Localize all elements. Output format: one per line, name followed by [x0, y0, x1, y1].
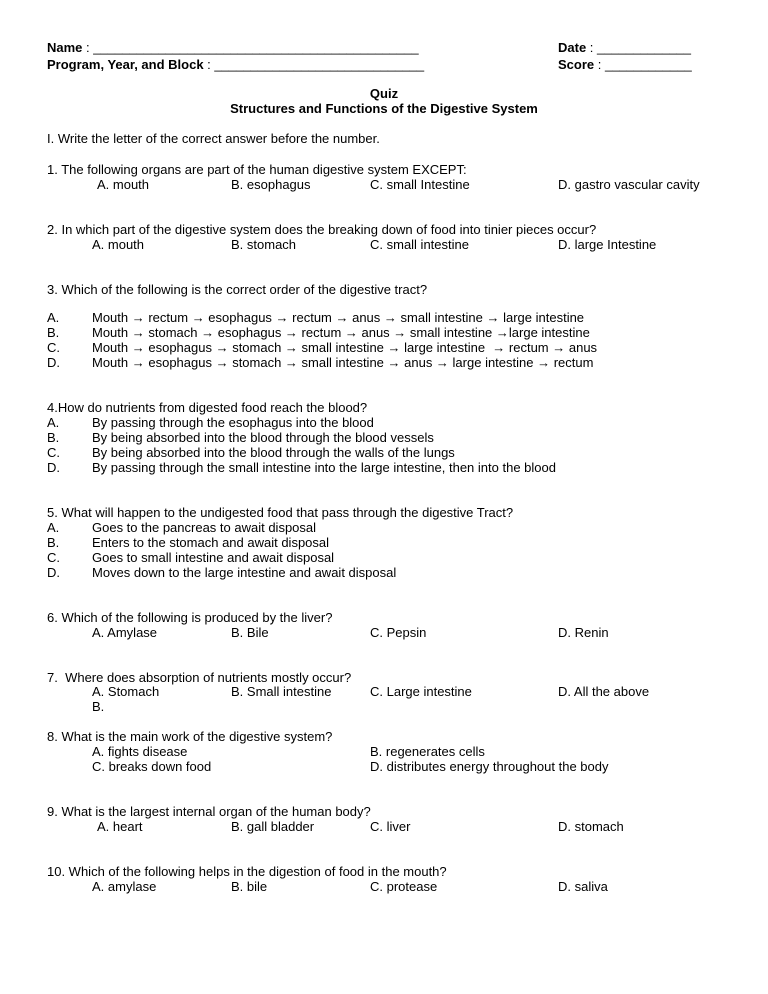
date-field[interactable] — [558, 40, 691, 56]
option: Enters to the stomach and await disposal — [92, 535, 330, 550]
question-5: 5. What will happen to the undigested food that pass through the digestive Tract? — [47, 505, 514, 520]
option-letter: D. — [47, 355, 60, 370]
date-blank: : _____________ — [586, 40, 692, 55]
option: Mouth → esophagus → stomach → small intestine → anus → large intestine → rectum — [92, 355, 594, 370]
option: C. Pepsin — [370, 625, 427, 640]
score-label: Score — [558, 57, 595, 72]
option: D. saliva — [558, 879, 608, 894]
option: C. small Intestine — [370, 177, 470, 192]
quiz-heading: Quiz — [369, 86, 399, 101]
option: Goes to the pancreas to await disposal — [92, 520, 317, 535]
option: B. Small intestine — [231, 684, 332, 699]
option: Mouth → esophagus → stomach → small intestine → large intestine → rectum → anus — [92, 340, 598, 355]
option: C. breaks down food — [92, 759, 212, 774]
question-3: 3. Which of the following is the correct order of the digestive tract? — [47, 282, 428, 297]
option: D. large Intestine — [558, 237, 657, 252]
option: D. gastro vascular cavity — [558, 177, 700, 192]
option: B. Bile — [231, 625, 269, 640]
score-blank: : ____________ — [594, 57, 692, 72]
option: C. liver — [370, 819, 411, 834]
option-letter: C. — [47, 550, 60, 565]
option: B. — [92, 699, 105, 714]
option: A. mouth — [92, 237, 145, 252]
option: Mouth → stomach → esophagus → rectum → anus → small intestine →large intestine — [92, 325, 590, 340]
instruction: I. Write the letter of the correct answer before the number. — [47, 131, 380, 146]
question-4: 4.How do nutrients from digested food reach the blood? — [47, 400, 368, 415]
program-label: Program, Year, and Block — [47, 57, 204, 72]
option: C. small intestine — [370, 237, 469, 252]
name-blank: : _____________________________________________ — [82, 40, 419, 55]
option: A. Amylase — [92, 625, 158, 640]
option: By being absorbed into the blood through the blood vessels — [92, 430, 434, 445]
score-field[interactable] — [558, 57, 692, 73]
option: A. Stomach — [92, 684, 160, 699]
question-7: 7. Where does absorption of nutrients mostly occur? — [47, 670, 352, 685]
option-letter: A. — [47, 310, 60, 325]
option: C. protease — [370, 879, 438, 894]
option: By passing through the small intestine into the large intestine, then into the blood — [92, 460, 556, 475]
option: D. stomach — [558, 819, 624, 834]
program-field[interactable] — [47, 57, 424, 73]
option: A. heart — [97, 819, 143, 834]
option: A. mouth — [97, 177, 150, 192]
question-8: 8. What is the main work of the digestive system? — [47, 729, 333, 744]
option-letter: B. — [47, 430, 60, 445]
option: By passing through the esophagus into the blood — [92, 415, 374, 430]
option-letter: A. — [47, 520, 60, 535]
option: Moves down to the large intestine and await disposal — [92, 565, 397, 580]
option: By being absorbed into the blood through the walls of the lungs — [92, 445, 455, 460]
question-1: 1. The following organs are part of the human digestive system EXCEPT: — [47, 162, 467, 177]
option: Goes to small intestine and await disposal — [92, 550, 335, 565]
option-letter: A. — [47, 415, 60, 430]
option: C. Large intestine — [370, 684, 472, 699]
question-9: 9. What is the largest internal organ of the human body? — [47, 804, 371, 819]
name-field[interactable] — [47, 40, 419, 56]
option: B. regenerates cells — [370, 744, 485, 759]
option: B. stomach — [231, 237, 297, 252]
name-label: Name — [47, 40, 83, 55]
program-blank: : _____________________________ — [203, 57, 425, 72]
quiz-title: Structures and Functions of the Digestive System — [230, 101, 538, 116]
option-letter: C. — [47, 445, 60, 460]
option: B. gall bladder — [231, 819, 315, 834]
option: A. amylase — [92, 879, 157, 894]
question-10: 10. Which of the following helps in the digestion of food in the mouth? — [47, 864, 447, 879]
option: D. All the above — [558, 684, 650, 699]
option-letter: D. — [47, 460, 60, 475]
date-label: Date — [558, 40, 587, 55]
option: B. esophagus — [231, 177, 311, 192]
option: B. bile — [231, 879, 268, 894]
option-letter: D. — [47, 565, 60, 580]
question-2: 2. In which part of the digestive system does the breaking down of food into tinier pieces occur? — [47, 222, 597, 237]
option-letter: C. — [47, 340, 60, 355]
option-letter: B. — [47, 325, 60, 340]
option: D. Renin — [558, 625, 609, 640]
question-6: 6. Which of the following is produced by the liver? — [47, 610, 333, 625]
option: Mouth → rectum → esophagus → rectum → anus → small intestine → large intestine — [92, 310, 585, 325]
option: D. distributes energy throughout the body — [370, 759, 609, 774]
option: A. fights disease — [92, 744, 188, 759]
option-letter: B. — [47, 535, 60, 550]
